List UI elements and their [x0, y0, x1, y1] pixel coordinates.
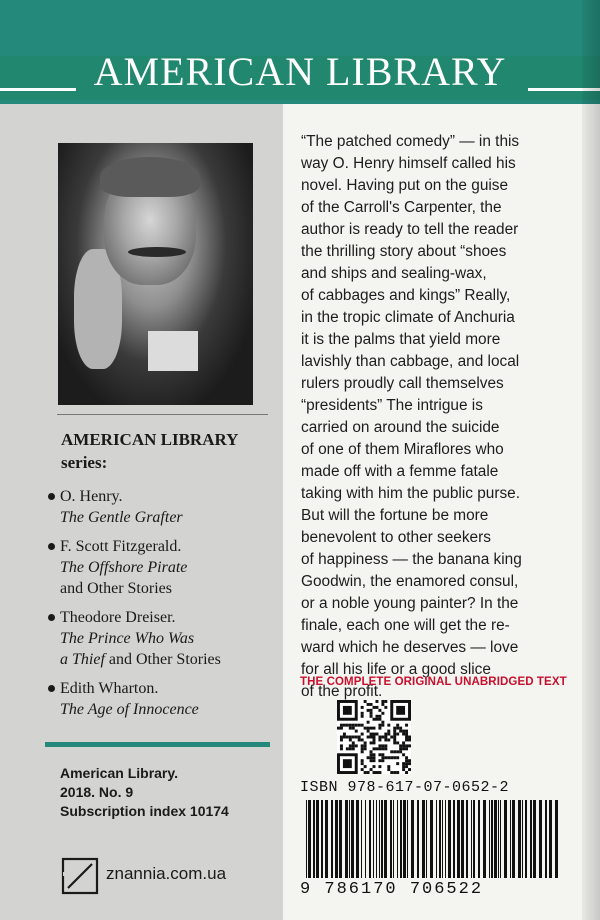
- description-line: of happiness — the banana king: [301, 551, 522, 568]
- pub-line-2: 2018. No. 9: [60, 784, 134, 800]
- description-line: rulers proudly call themselves: [301, 375, 504, 392]
- barcode-digits: 9 786170 706522: [300, 880, 484, 899]
- publication-info: [60, 764, 229, 821]
- series-item: [48, 536, 280, 599]
- description-line: made off with a femme fatale: [301, 463, 499, 480]
- description-line: taking with him the public purse.: [301, 485, 521, 502]
- unabridged-notice: THE COMPLETE ORIGINAL UNABRIDGED TEXT: [300, 676, 567, 688]
- series-heading-line1: AMERICAN LIBRARY: [61, 430, 239, 449]
- bullet-icon: [48, 614, 55, 621]
- series-title-banner: AMERICAN LIBRARY: [93, 49, 507, 94]
- description-line: lavishly than cabbage, and local: [301, 353, 520, 370]
- description-line: or a noble young painter? In the: [301, 595, 519, 612]
- description-line: author is ready to tell the reader: [301, 221, 519, 238]
- description-line: But will the fortune be more: [301, 507, 489, 524]
- description-line: of the profit.: [301, 683, 383, 700]
- description-line: of one of them Miraflores who: [301, 441, 504, 458]
- pub-line-3: Subscription index 10174: [60, 803, 229, 819]
- barcode-icon: [300, 800, 562, 878]
- series-item-author: Theodore Dreiser.: [60, 609, 176, 626]
- series-item-title-cont: a Thief: [60, 651, 105, 668]
- description-line: and ships and sealing-wax,: [301, 265, 487, 282]
- series-heading: [61, 428, 238, 474]
- description-line: “presidents” The intrigue is: [301, 397, 483, 414]
- bullet-icon: [48, 543, 55, 550]
- header-band: [0, 0, 600, 56]
- bullet-icon: [48, 493, 55, 500]
- series-item-author: O. Henry.: [60, 488, 123, 505]
- series-item-title: The Prince Who Was: [60, 630, 195, 647]
- description-line: benevolent to other seekers: [301, 529, 491, 546]
- series-heading-line2: series:: [61, 453, 108, 472]
- portrait-mustache: [128, 247, 186, 257]
- series-item-title: The Gentle Grafter: [60, 509, 183, 526]
- spine-shadow: [582, 0, 600, 920]
- description-line: “The patched comedy” — in this: [301, 133, 520, 150]
- description-line: carried on around the suicide: [301, 419, 500, 436]
- book-description: [301, 131, 571, 703]
- bullet-icon: [48, 685, 55, 692]
- description-line: ward which he deserves — love: [301, 639, 519, 656]
- description-line: it is the palms that yield more: [301, 331, 501, 348]
- series-book-list: [48, 486, 280, 728]
- publisher-logo-icon: [60, 856, 100, 896]
- description-line: of cabbages and kings” Really,: [301, 287, 511, 304]
- portrait-hair: [100, 157, 200, 197]
- isbn-number: ISBN 978-617-07-0652-2: [300, 779, 510, 796]
- description-line: way O. Henry himself called his: [301, 155, 516, 172]
- description-line: for all his life or a good slice: [301, 661, 491, 678]
- series-item-author: Edith Wharton.: [60, 680, 159, 697]
- series-item: [48, 486, 280, 528]
- series-item-suffix: and Other Stories: [60, 580, 172, 597]
- series-item-suffix: and Other Stories: [104, 651, 221, 668]
- title-rule-left: [0, 88, 76, 91]
- portrait-collar: [148, 331, 198, 371]
- description-line: the thrilling story about “shoes: [301, 243, 507, 260]
- description-line: in the tropic climate of Anchuria: [301, 309, 515, 326]
- author-portrait-photo: [58, 143, 253, 405]
- description-line: novel. Having put on the guise: [301, 177, 509, 194]
- series-item: [48, 678, 280, 720]
- description-line: Goodwin, the enamored consul,: [301, 573, 519, 590]
- series-item-title: The Offshore Pirate: [60, 559, 188, 576]
- series-item-author: F. Scott Fitzgerald.: [60, 538, 182, 555]
- divider-line: [57, 414, 268, 415]
- publisher-website: znannia.com.ua: [106, 864, 227, 883]
- series-item-title: The Age of Innocence: [60, 701, 199, 718]
- qr-code-icon: [337, 700, 411, 774]
- description-line: finale, each one will get the re-: [301, 617, 510, 634]
- description-line: of the Carroll's Carpenter, the: [301, 199, 502, 216]
- accent-bar: [45, 742, 270, 747]
- pub-line-1: American Library.: [60, 765, 179, 781]
- series-item: [48, 607, 280, 670]
